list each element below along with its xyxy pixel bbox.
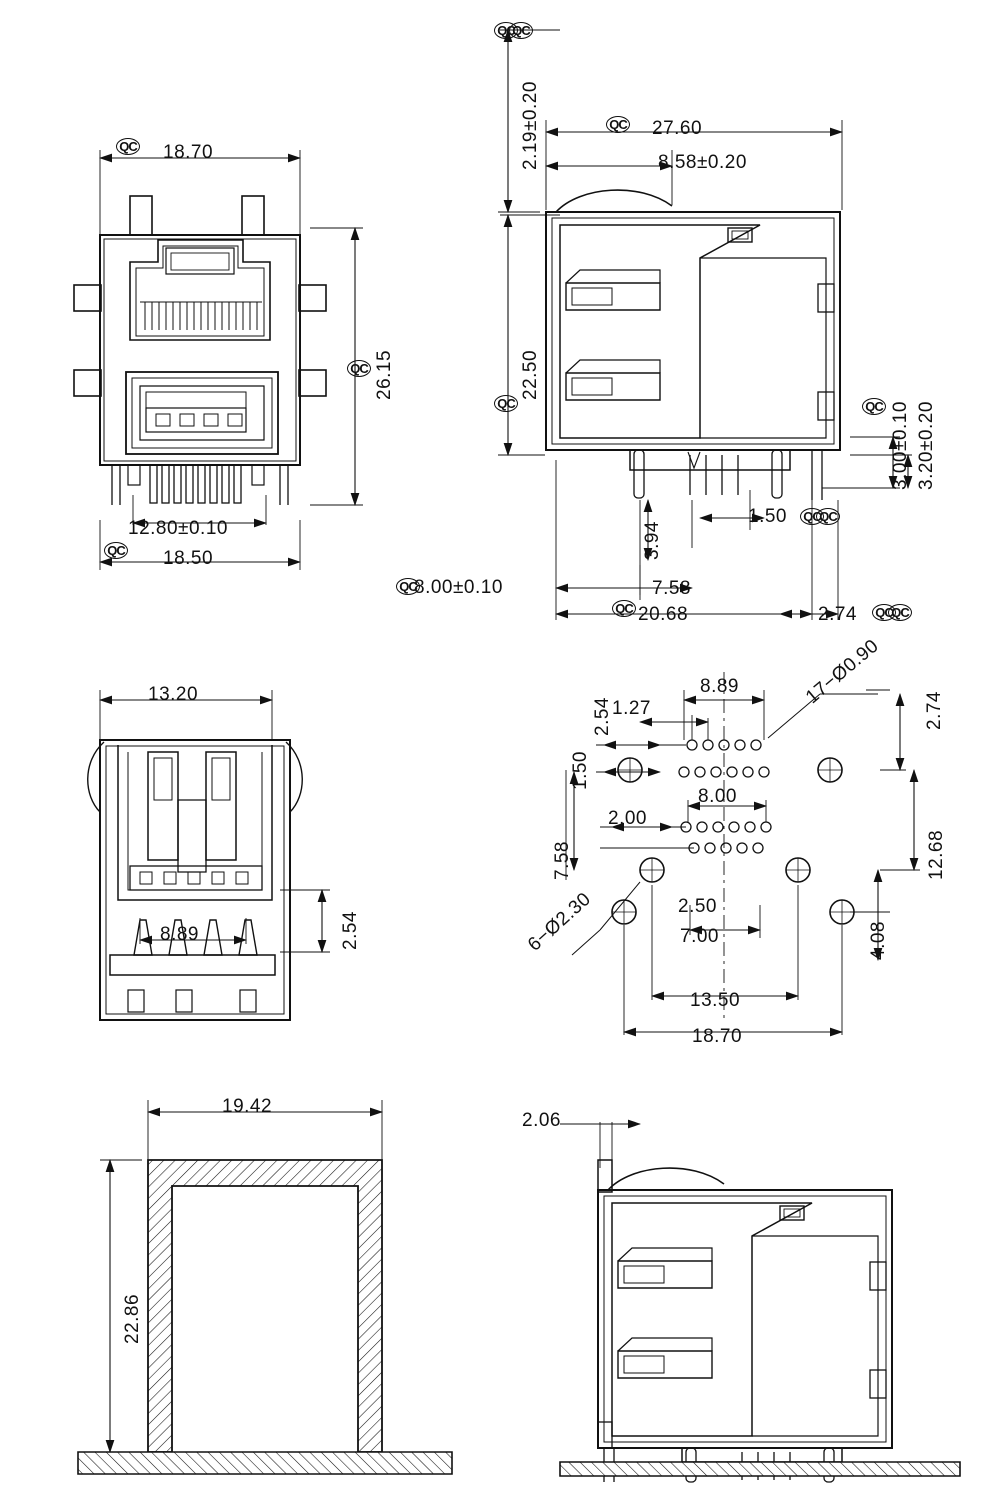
dim-pcb-d2: 1.27 — [612, 698, 651, 719]
shield-section-view — [78, 1100, 452, 1474]
dim-side-left: 8.00±0.10 — [414, 577, 503, 598]
dim-pcb-d7: 8.00 — [698, 786, 737, 807]
dim-side-span: 20.68 — [638, 604, 689, 625]
dim-pcb-d9: 12.68 — [926, 829, 947, 880]
qc-mark: QC — [862, 398, 886, 415]
dim-pcb-d14: 6−Ø2.30 — [524, 888, 596, 956]
dim-pcb-d13: 4.08 — [868, 921, 889, 960]
dim-pcb-d5: 2.74 — [924, 691, 945, 730]
dim-side-top-small: 2.19±0.20 — [520, 81, 541, 170]
dim-rear-width: 13.20 — [148, 684, 199, 705]
dim-pcb-d12: 7.00 — [680, 926, 719, 947]
qc-mark: QC — [396, 578, 420, 595]
qc-mark: QC — [116, 138, 140, 155]
dim-pcb-d11: 2.50 — [678, 896, 717, 917]
qc-mark: QC — [888, 604, 912, 621]
qc-mark: QC — [606, 116, 630, 133]
dim-rear-height: 2.54 — [340, 911, 361, 950]
qc-mark: QC — [494, 395, 518, 412]
qc-mark: QC — [347, 360, 371, 377]
dim-side-pin-row: 7.58 — [652, 578, 691, 599]
dim-pcb-d15: 13.50 — [690, 990, 741, 1011]
qc-mark: QC — [872, 604, 896, 621]
dim-pcb-d10: 7.58 — [552, 841, 573, 880]
dim-section-height: 22.86 — [122, 1293, 143, 1344]
dim-front-width-top: 18.70 — [163, 142, 214, 163]
qc-mark: QC — [816, 508, 840, 525]
dim-pcb-d8: 2.00 — [608, 808, 647, 829]
dim-side-pin-offset: 3.94 — [642, 521, 663, 560]
dim-mounted-left: 2.06 — [522, 1110, 561, 1131]
qc-mark: QC — [612, 600, 636, 617]
qc-mark: QC — [800, 508, 824, 525]
dim-front-height: 26.15 — [374, 349, 395, 400]
dim-front-width-bottom: 18.50 — [163, 548, 214, 569]
side-view — [498, 30, 912, 620]
rear-view — [88, 690, 330, 1020]
dim-pcb-d1: 2.54 — [592, 697, 613, 736]
dim-side-latch: 8.58±0.20 — [658, 152, 747, 173]
dim-side-pin-gap: 1.50 — [748, 506, 787, 527]
qc-mark: QC — [509, 22, 533, 39]
dim-side-overall-width: 27.60 — [652, 118, 703, 139]
dim-section-width: 19.42 — [222, 1096, 273, 1117]
dim-pcb-d3: 8.89 — [700, 676, 739, 697]
dim-pcb-d16: 18.70 — [692, 1026, 743, 1047]
dim-pcb-d6: 1.50 — [570, 751, 591, 790]
front-view — [74, 150, 363, 570]
mounted-side-view — [560, 1122, 960, 1482]
dim-pcb-d4: 17−Ø0.90 — [802, 635, 883, 709]
dim-side-body-height: 22.50 — [520, 349, 541, 400]
dim-side-edge: 2.74 — [818, 604, 857, 625]
qc-mark: QC — [494, 22, 518, 39]
pcb-layout-view — [566, 672, 920, 1035]
dim-front-pitch: 12.80±0.10 — [128, 518, 228, 539]
dim-rear-pitch: 8.89 — [160, 924, 199, 945]
dim-side-pin-len-a: 3.00±0.10 — [890, 401, 911, 490]
dim-side-pin-len-b: 3.20±0.20 — [916, 401, 937, 490]
qc-mark: QC — [104, 542, 128, 559]
